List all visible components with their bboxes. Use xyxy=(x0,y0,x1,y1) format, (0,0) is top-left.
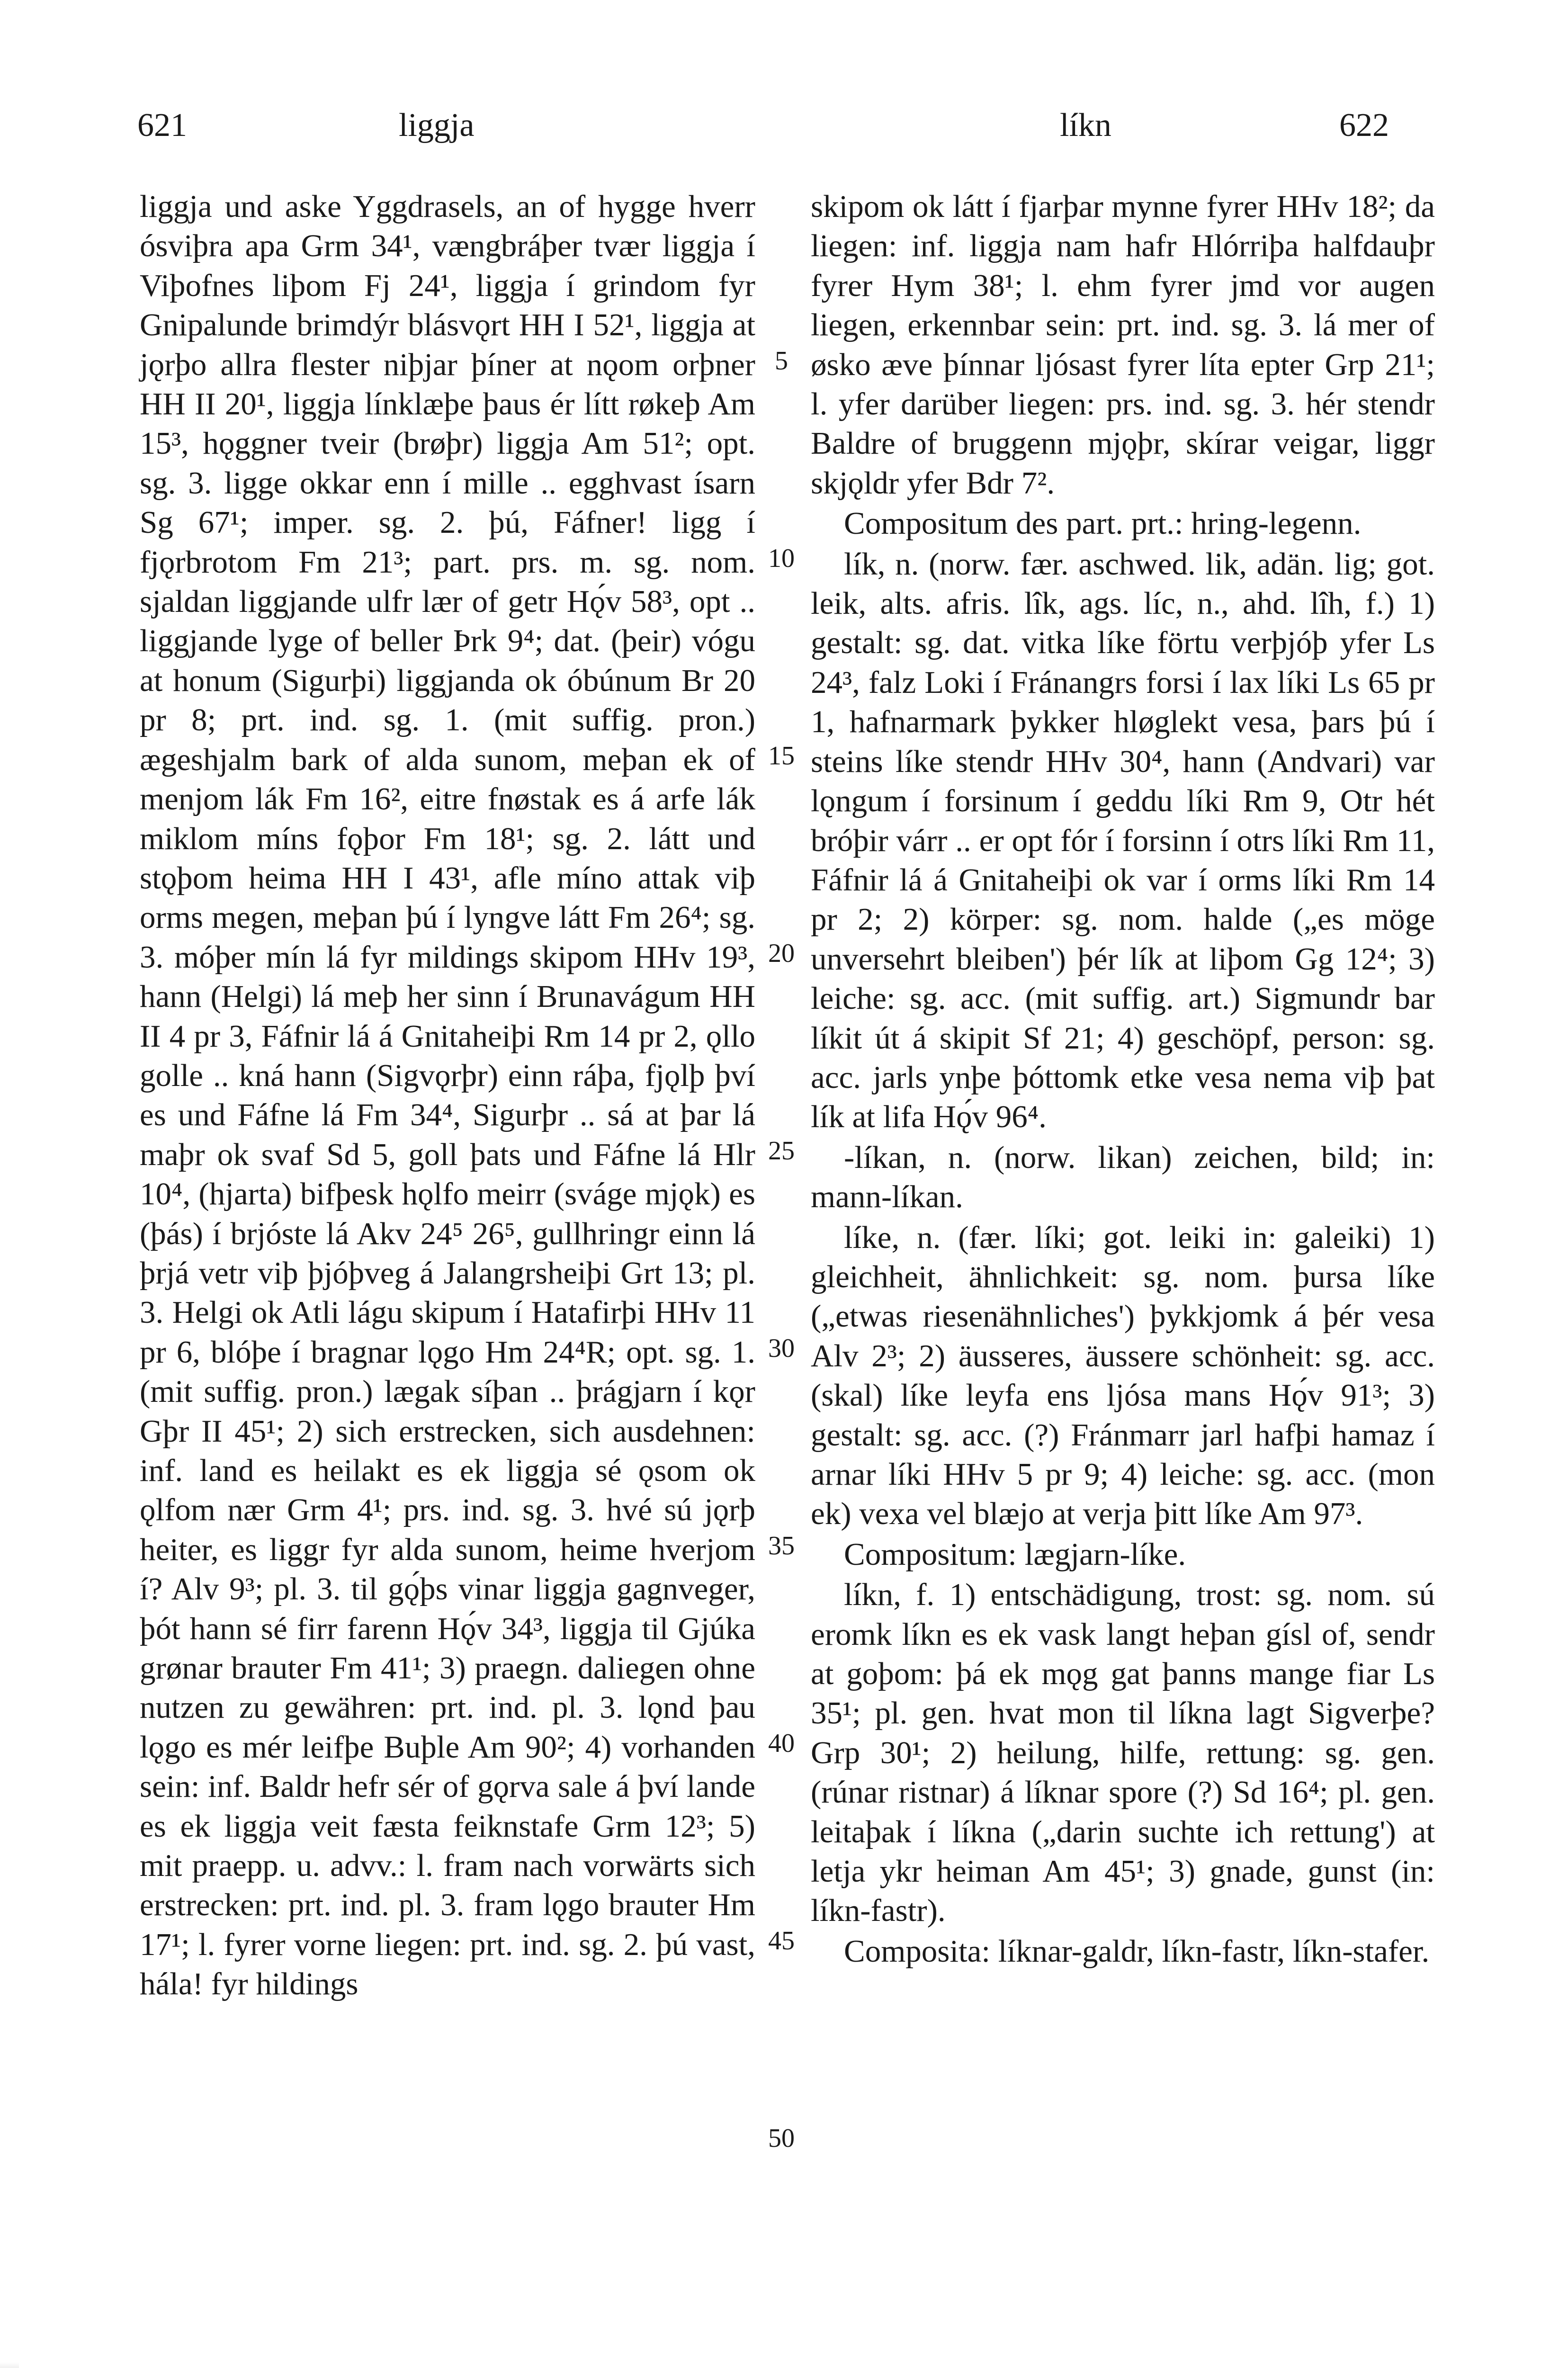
line-number: 40 xyxy=(768,1729,795,1758)
line-number: 50 xyxy=(768,2124,795,2153)
entry-like: líke, n. (fær. líki; got. leiki in: galeiki) 1) gleichheit, ähnlichkeit: sg. nom. þursa líke („etwas riesenähnliches') þykkjomk á þér vesa Alv 2³; 2) äusseres, äussere schönheit: sg. acc. (skal) líke leyfa ens ljósa mans Hǫ́v 91³; 3) gestalt: sg. acc. (?) Fránmarr jarl hafþi hamaz í arnar líki HHv 5 pr 9; 4) leiche: sg. acc. (mon ek) vexa vel blæjo at verja þitt líke Am 97³. xyxy=(811,1220,1435,1532)
line-number: 30 xyxy=(768,1334,795,1363)
running-headword-right: líkn xyxy=(1060,107,1111,144)
page-number-right: 622 xyxy=(1339,107,1389,144)
entry-likan: -líkan, n. (norw. likan) zeichen, bild; in: mann-líkan. xyxy=(811,1139,1435,1215)
scan-edge-mark xyxy=(0,2362,19,2368)
entry-lik: lík, n. (norw. fær. aschwed. lik, adän. lig; got. leik, alts. afris. lîk, ags. líc, n., ahd. lîh, f.) 1) gestalt: sg. dat. vitka líke förtu verþjóþ yfer Ls 24³, falz Loki í Fránangrs forsi í lax líki Ls 65 pr 1, hafnarmark þykker hløglekt vesa, þars þú í steins líke stendr HHv 30⁴, hann (Andvari) var lǫngum í forsinum í geddu líki Rm 9, Otr hét bróþir várr .. er opt fór í forsinn í otrs líki Rm 11, Fáfnir lá á Gnitaheiþi ok var í orms líki Rm 14 pr 2; 2) körper: sg. nom. halde („es möge unversehrt bleiben') þér lík at liþom Gg 12⁴; 3) leiche: sg. acc. (mit suffig. art.) Sigmundr bar líkit út á skipit Sf 21; 4) geschöpf, person: sg. acc. jarls ynþe þóttomk etke vesa nema viþ þat lík at lifa Hǫ́v 96⁴. xyxy=(811,546,1435,1135)
line-number: 20 xyxy=(768,939,795,968)
entry-liggja-continuation: liggja und aske Yggdrasels, an of hygge hverr ósviþra apa Grm 34¹, vængbráþer tvær liggja í Viþofnes liþom Fj 24¹, liggja í grindom fyr Gnipalunde brimdýr blásvǫrt HH I 52¹, liggja at jǫrþo allra flester niþjar þíner at nǫom orþner HH II 20¹, liggja línklæþe þaus ér lítt røkeþ Am 15³, hǫggner tveir (brøþr) liggja Am 51²; opt. sg. 3. ligge okkar enn í mille .. egghvast ísarn Sg 67¹; imper. sg. 2. þú, Fáfner! ligg í fjǫrbrotom Fm 21³; part. prs. m. sg. nom. sjaldan liggjande ulfr lær of getr Hǫ́v 58³, opt .. liggjande lyge of beller Þrk 9⁴; dat. (þeir) vógu at honum (Sigurþi) liggjanda ok óbúnum Br 20 pr 8; prt. ind. sg. 1. (mit suffig. pron.) ægeshjalm bark of alda sunom, meþan ek of menjom lák Fm 16², eitre fnøstak es á arfe lák miklom míns fǫþor Fm 18¹; sg. 2. látt und stǫþom heima HH I 43¹, afle míno attak viþ orms megen, meþan þú í lyngve látt Fm 26⁴; sg. 3. móþer mín lá fyr mildings skipom HHv 19³, hann (Helgi) lá meþ her sinn í Brunavágum HH II 4 pr 3, Fáfnir lá á Gnitaheiþi Rm 14 pr 2, ǫllo golle .. kná hann (Sigvǫrþr) einn ráþa, fjǫlþ því es und Fáfne lá Fm 34⁴, Sigurþr .. sá at þar lá maþr ok svaf Sd 5, goll þats und Fáfne lá Hlr 10⁴, (hjarta) bifþesk hǫlfo meirr (sváge mjǫk) es (þás) í brjóste lá Akv 24⁵ 26⁵, gullhringr einn lá þrjá vetr viþ þjóþveg á Jalangrsheiþi Grt 13; pl. 3. Helgi ok Atli lágu skipum í Hatafirþi HHv 11 pr 6, blóþe í bragnar lǫgo Hm 24⁴R; opt. sg. 1. (mit suffig. pron.) lægak síþan .. þrágjarn í kǫr Gþr II 45¹; 2) sich erstrecken, sich ausdehnen: inf. land es heilakt es ek liggja sé ǫsom ok ǫlfom nær Grm 4¹; prs. ind. sg. 3. hvé sú jǫrþ heiter, es liggr fyr alda sunom, heime hverjom í? Alv 9³; pl. 3. til gǫ́þs vinar liggja gagnveger, þót hann sé firr farenn Hǫ́v 34³, liggja til Gjúka grønar brauter Fm 41¹; 3) praegn. daliegen ohne nutzen zu gewähren: prt. ind. pl. 3. lǫnd þau lǫgo es mér leifþe Buþle Am 90²; 4) vorhanden sein: inf. Baldr hefr sér of gǫrva sale á því lande es ek liggja veit fæsta feiknstafe Grm 12³; 5) mit praepp. u. advv.: l. fram nach vorwärts sich erstrecken: prt. ind. pl. 3. fram lǫgo brauter Hm 17¹; l. fyrer vorne liegen: prt. ind. sg. 2. þú vast, hála! fyr hildings xyxy=(140,189,755,2002)
line-number: 5 xyxy=(775,346,788,376)
line-number: 25 xyxy=(768,1136,795,1166)
page-header xyxy=(0,107,1568,163)
line-number: 15 xyxy=(768,741,795,771)
composita-likn: Composita: líknar-galdr, líkn-fastr, líkn-stafer. xyxy=(844,1933,1430,1969)
line-number: 45 xyxy=(768,1926,795,1955)
line-number: 35 xyxy=(768,1531,795,1561)
line-number: 10 xyxy=(768,544,795,573)
right-column xyxy=(811,187,1435,1971)
compositum-laegjarn-like: Compositum: lægjarn-líke. xyxy=(844,1536,1186,1572)
entry-liggja-end: skipom ok látt í fjarþar mynne fyrer HHv 18²; da liegen: inf. liggja nam hafr Hlórriþa halfdauþr fyrer Hym 38¹; l. ehm fyrer jmd vor augen liegen, erkennbar sein: prt. ind. sg. 3. lá mer of øsko æve þínnar ljósast fyrer líta epter Grp 21¹; l. yfer darüber liegen: prs. ind. sg. 3. hér stendr Baldre of bruggenn mjǫþr, skírar veigar, liggr skjǫldr yfer Bdr 7². xyxy=(811,189,1435,501)
running-headword-left: liggja xyxy=(399,107,475,144)
entry-likn: líkn, f. 1) entschädigung, trost: sg. nom. sú eromk líkn es ek vask langt heþan gísl of, sendr at goþom: þá ek mǫg gat þanns mange fiar Ls 35¹; pl. gen. hvat mon til líkna lagt Sigverþe? Grp 30¹; 2) heilung, hilfe, rettung: sg. gen. (rúnar ristnar) á líknar spore (?) Sd 16⁴; pl. gen. leitaþak í líkna („darin suchte ich rettung') at letja ykr heiman Am 45¹; 3) gnade, gunst (in: líkn-fastr). xyxy=(811,1577,1435,1928)
compositum-hring-legenn: Compositum des part. prt.: hring-legenn. xyxy=(844,506,1362,541)
page-number-left: 621 xyxy=(137,107,187,144)
left-column xyxy=(140,187,755,2004)
